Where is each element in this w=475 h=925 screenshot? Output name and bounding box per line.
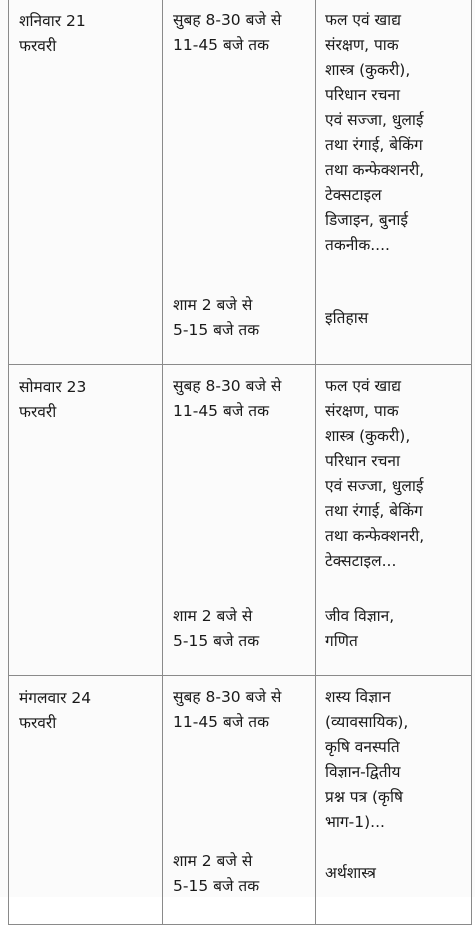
morning-time — [163, 0, 315, 293]
evening-time — [163, 849, 315, 899]
subject-line: गणित — [325, 632, 358, 650]
evening-subject — [316, 306, 471, 331]
day-label: सोमवार 23 — [19, 378, 87, 396]
subject-line: अर्थशास्त्र — [325, 864, 376, 882]
subject-line: तथा रंगाई, बेकिंग — [325, 502, 423, 520]
subject-cell — [316, 365, 472, 676]
table-row — [9, 676, 472, 925]
table-row — [9, 0, 472, 365]
month-label: फरवरी — [19, 37, 57, 55]
exam-schedule-table — [8, 0, 472, 925]
evening-subject — [316, 604, 471, 654]
time-line: सुबह 8-30 बजे से — [173, 377, 282, 395]
time-line: शाम 2 बजे से — [173, 296, 253, 314]
subject-line: शास्त्र (कुकरी), — [325, 61, 411, 79]
subject-line: कृषि वनस्पति — [325, 738, 400, 756]
time-line: 11-45 बजे तक — [173, 402, 269, 420]
subject-line: (व्यावसायिक), — [325, 713, 409, 731]
subject-line: एवं सज्जा, धुलाई — [325, 477, 424, 495]
subject-line: शास्त्र (कुकरी), — [325, 427, 411, 445]
morning-time — [163, 365, 315, 604]
time-line: सुबह 8-30 बजे से — [173, 688, 282, 706]
subject-line: भाग-1)... — [325, 813, 385, 831]
time-line: 11-45 बजे तक — [173, 36, 269, 54]
time-cell — [163, 0, 316, 365]
subject-line: टेक्सटाइल... — [325, 552, 397, 570]
subject-line: फल एवं खाद्य — [325, 377, 401, 395]
time-cell — [163, 365, 316, 676]
subject-line: प्रश्न पत्र (कृषि — [325, 788, 403, 806]
month-label: फरवरी — [19, 403, 57, 421]
subject-line: संरक्षण, पाक — [325, 402, 399, 420]
morning-time — [163, 676, 315, 849]
time-cell — [163, 676, 316, 925]
subject-line: फल एवं खाद्य — [325, 11, 401, 29]
month-label: फरवरी — [19, 714, 57, 732]
evening-time — [163, 293, 315, 343]
subject-line: परिधान रचना — [325, 452, 401, 470]
subject-cell — [316, 0, 472, 365]
table-row — [9, 365, 472, 676]
subject-line: तकनीक.... — [325, 236, 390, 254]
time-line: शाम 2 बजे से — [173, 607, 253, 625]
subject-line: डिजाइन, बुनाई — [325, 211, 408, 229]
subject-line: टेक्सटाइल — [325, 186, 382, 204]
subject-line: इतिहास — [325, 309, 369, 327]
subject-line: संरक्षण, पाक — [325, 36, 399, 54]
subject-line: विज्ञान-द्वितीय — [325, 763, 401, 781]
evening-subject — [316, 861, 471, 886]
time-line: 5-15 बजे तक — [173, 632, 260, 650]
subject-line: एवं सज्जा, धुलाई — [325, 111, 424, 129]
time-line: 5-15 बजे तक — [173, 877, 260, 895]
day-label: शनिवार 21 — [19, 12, 86, 30]
subject-line: जीव विज्ञान, — [325, 607, 395, 625]
date-cell — [9, 365, 163, 676]
subject-line: तथा कन्फेक्शनरी, — [325, 527, 425, 545]
evening-time — [163, 604, 315, 654]
morning-subject — [316, 365, 471, 604]
date-cell — [9, 0, 163, 365]
subject-line: तथा रंगाई, बेकिंग — [325, 136, 423, 154]
time-line: 5-15 बजे तक — [173, 321, 260, 339]
morning-subject — [316, 0, 471, 306]
time-line: शाम 2 बजे से — [173, 852, 253, 870]
morning-subject — [316, 676, 471, 861]
time-line: 11-45 बजे तक — [173, 713, 269, 731]
subject-line: तथा कन्फेक्शनरी, — [325, 161, 425, 179]
date-cell — [9, 676, 163, 925]
day-label: मंगलवार 24 — [19, 689, 92, 707]
subject-line: परिधान रचना — [325, 86, 401, 104]
subject-line: शस्य विज्ञान — [325, 688, 391, 706]
subject-cell — [316, 676, 472, 925]
time-line: सुबह 8-30 बजे से — [173, 11, 282, 29]
